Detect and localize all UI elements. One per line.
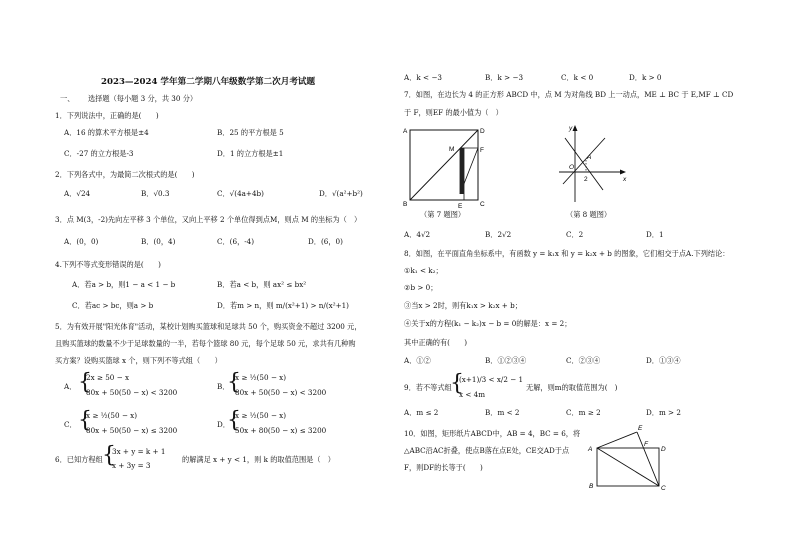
question-6-eq1: 3x + y = k + 1 [112, 447, 166, 456]
question-5-option-d-label: D． [217, 420, 230, 429]
question-3-option-b: B．(0，4) [141, 237, 176, 246]
system-brace: { [78, 408, 92, 433]
question-8-prompt: 其中正确的有( ) [404, 338, 468, 347]
question-2-stem: 2．下列各式中，为最简二次根式的是( ) [55, 170, 195, 179]
question-6-option-a: A．k < −3 [404, 73, 442, 82]
question-9-suffix: 无解，则m的取值范围为( ) [526, 383, 618, 392]
figure-10-rectangle [585, 420, 677, 492]
question-6-option-d: D．k > 0 [629, 73, 662, 82]
section-heading: 选择题（每小题 3 分，共 30 分） [88, 94, 198, 103]
figure-10-label-a: A [588, 446, 593, 453]
question-5-option-d-eq2: 50x + 80(50 − x) ≤ 3200 [235, 426, 327, 435]
figure-7-label-a: A [403, 128, 408, 135]
question-9-option-d: D．m > 2 [646, 408, 681, 417]
question-8-statement-4: ④关于x的方程(k₁ − k₂)x − b = 0的解是：x = 2； [404, 319, 572, 328]
question-9-option-a: A．m ≤ 2 [404, 408, 439, 417]
figure-7-label-b: B [403, 201, 408, 208]
question-9-eq1: (x+1)/3 < x/2 − 1 [459, 375, 524, 384]
figure-8-x-axis-label: x [623, 176, 627, 183]
question-1-option-c: C．-27 的立方根是-3 [64, 149, 134, 158]
question-7-option-b: B．2√2 [485, 230, 512, 239]
question-3-option-a: A．(0，0) [64, 237, 99, 246]
figure-10-label-b: B [589, 483, 594, 490]
question-5-option-b-eq1: x ≥ ½(50 − x) [235, 373, 287, 382]
question-2-option-c: C．√(4a+4b) [217, 189, 264, 198]
figure-7-label-c: C [480, 201, 485, 208]
question-6-option-b: B．k > −3 [485, 73, 524, 82]
question-10-line-1: 10．如图，矩形纸片ABCD中，AB = 4，BC = 6，将 [404, 429, 581, 438]
figure-8-tick-2: 2 [584, 176, 588, 183]
question-8-statement-2: ②b > 0； [404, 283, 438, 292]
question-5-option-b-label: B． [217, 382, 230, 391]
question-8-option-d: D．①③④ [646, 356, 681, 365]
question-2-option-b: B．√0.3 [141, 189, 170, 198]
question-4-option-a: A．若a > b，则1 − a < 1 − b [72, 280, 176, 289]
figure-10-label-e: E [638, 425, 643, 432]
question-7-option-d: D．1 [646, 230, 664, 239]
question-4-stem: 4.下列不等式变形错误的是( ) [55, 260, 161, 269]
question-9-option-b: B．m < 2 [485, 408, 520, 417]
question-5-line-1: 5．为有效开展"阳光体育"活动，某校计划购买篮球和足球共 50 个，购买资金不超过 3200 元， [55, 322, 362, 331]
figure-7-label-d: D [480, 128, 485, 135]
system-brace: { [102, 443, 116, 468]
question-10-line-3: F，则DF的长等于( ) [404, 463, 483, 472]
question-2-option-d: D．√(a²+b²) [319, 189, 363, 198]
question-6-option-c: C．k < 0 [561, 73, 594, 82]
system-brace: { [227, 408, 241, 433]
question-8-option-c: C．②③④ [566, 356, 601, 365]
system-brace: { [450, 371, 464, 396]
figure-7-label-e: E [458, 203, 463, 210]
figure-8-label-o: O [569, 164, 575, 171]
question-5-option-c-eq2: 80x + 50(50 − x) ≤ 3200 [86, 426, 178, 435]
question-6-eq2: x + 3y = 3 [112, 461, 151, 470]
question-7-option-c: C．2 [566, 230, 584, 239]
question-10-line-2: △ABC沿AC折叠，使点B落在点E处，CE交AD于点 [404, 446, 570, 455]
question-7-line-2: 于 F，则EF 的最小值为（ ） [404, 108, 503, 117]
question-4-option-b: B．若a < b，则 ax² ≤ bx² [217, 280, 307, 289]
question-3-stem: 3．点 M(3，-2)先向左平移 3 个单位，又向上平移 2 个单位得到点M，则点 M 的坐标为（ ） [55, 215, 362, 224]
system-brace: { [78, 370, 92, 395]
figure-8-caption: （第 8 题图） [566, 210, 612, 219]
question-8-statement-1: ①k₁ < k₂； [404, 266, 443, 275]
question-4-option-c: C．若ac > bc，则a > b [72, 301, 154, 310]
figure-7-label-f: F [480, 147, 484, 154]
question-1-stem: 1．下列说法中，正确的是( ) [55, 111, 159, 120]
figure-7-label-m: M [449, 146, 455, 153]
question-9-eq2: x < 4m [459, 390, 486, 399]
section-number: 一、 [60, 94, 75, 103]
question-9-option-c: C．m ≥ 2 [566, 408, 601, 417]
page-title: 2023—2024 学年第二学期八年级数学第二次月考试题 [101, 77, 316, 87]
question-3-option-c: C．(6，-4) [217, 237, 255, 246]
figure-10-label-d: D [661, 446, 666, 453]
figure-7-caption: （第 7 题图） [420, 210, 466, 219]
question-9-prefix: 9．若不等式组 [404, 383, 452, 392]
figure-8-graph [553, 120, 633, 212]
question-1-option-a: A．16 的算术平方根是±4 [64, 128, 149, 137]
question-5-line-2: 且购买篮球的数量不少于足球数量的一半，若每个篮球 80 元，每个足球 50 元，求共有几种购 [55, 339, 356, 348]
question-2-option-a: A．√24 [64, 189, 91, 198]
question-8-option-a: A．①② [404, 356, 431, 365]
figure-10-label-f: F [644, 441, 648, 448]
question-6-suffix: 的解满足 x + y < 1，则 k 的取值范围是（ ） [182, 455, 335, 464]
figure-10-label-c: C [661, 485, 666, 492]
question-6-prefix: 6．已知方程组 [55, 455, 103, 464]
system-brace: { [227, 370, 241, 395]
question-1-option-d: D．1 的立方根是±1 [217, 149, 284, 158]
question-7-option-a: A．4√2 [404, 230, 431, 239]
question-5-option-a-label: A． [64, 382, 77, 391]
question-1-option-b: B．25 的平方根是 5 [217, 128, 284, 137]
question-4-option-d: D．若m > n，则 m/(x²+1) > n/(x²+1) [217, 301, 349, 310]
question-8-line-1: 8．如图，在平面直角坐标系中，有函数 y = k₁x 和 y = k₂x + b 的图象，它们相交于点A.下列结论： [404, 249, 730, 258]
question-8-option-b: B．①②③④ [485, 356, 527, 365]
question-3-option-d: D．(6，0) [308, 237, 343, 246]
figure-8-label-a: A [587, 154, 592, 161]
question-5-option-c-label: C． [64, 420, 77, 429]
figure-7-square [400, 122, 500, 214]
question-7-line-1: 7．如图，在边长为 4 的正方形 ABCD 中，点 M 为对角线 BD 上一动点，ME ⊥ BC 于 E,MF ⊥ CD [404, 90, 734, 99]
question-5-option-d-eq1: x ≥ ½(50 − x) [235, 411, 287, 420]
question-5-option-a-eq2: 80x + 50(50 − x) < 3200 [86, 388, 178, 397]
question-5-option-b-eq2: 80x + 50(50 − x) < 3200 [235, 388, 327, 397]
question-5-option-a-eq1: 2x ≥ 50 − x [86, 373, 130, 382]
question-5-option-c-eq1: x ≥ ½(50 − x) [86, 411, 138, 420]
figure-8-y-axis-label: y [569, 125, 573, 132]
question-5-line-3: 买方案？设购买篮球 x 个，则下列不等式组（ ） [55, 356, 222, 365]
question-8-statement-3: ③当x > 2时，则有k₁x > k₂x + b； [404, 301, 522, 310]
